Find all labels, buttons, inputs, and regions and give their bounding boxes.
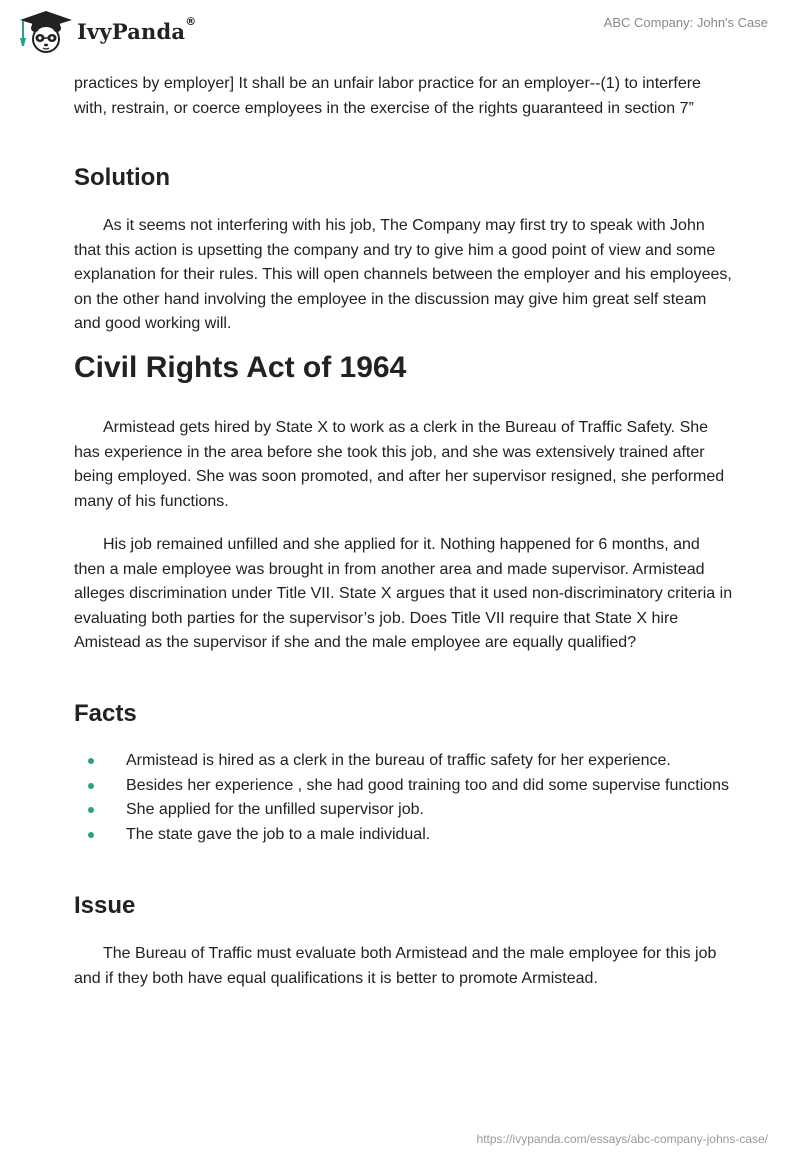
bullet-icon [88, 758, 94, 764]
registered-mark: ® [185, 14, 197, 28]
bullet-icon [88, 807, 94, 813]
solution-paragraph: As it seems not interfering with his job, The Company may first try to speak with John that this action is upsetting the company and try to give him a good point of view and some explanation for their rules. This will open channels between the employer and his employees, on the other hand involving the employee in the discussion may give him great self steam and good working will. [74, 217, 732, 333]
section-heading-solution: Solution [74, 164, 170, 191]
panda-graduate-icon [14, 8, 72, 54]
page-header [0, 0, 800, 60]
document-title: ABC Company: John's Case [603, 15, 768, 30]
issue-paragraph: The Bureau of Traffic must evaluate both Armistead and the male employee for this job and if they both have equal qualifications it is better to promote Armistead. [74, 945, 717, 987]
civil-rights-paragraph-2: His job remained unfilled and she applied for it. Nothing happened for 6 months, and then a male employee was brought in from another area and made supervisor. Armistead alleges discrimination under Title VII. State X argues that it used non-discriminatory criteria in evaluating both parties for the supervisor’s job. Does Title VII require that State X hire Amistead as the supervisor if she and the male employee are equally qualified? [74, 536, 733, 652]
section-heading-facts: Facts [74, 700, 137, 727]
list-item: Besides her experience , she had good training too and did some supervise functions [74, 774, 734, 799]
source-url-link[interactable]: https://ivypanda.com/essays/abc-company-johns-case/ [476, 1132, 768, 1146]
intro-paragraph: practices by employer] It shall be an unfair labor practice for an employer--(1) to interfere with, restrain, or coerce employees in the exercise of the rights guaranteed in section 7” [74, 75, 701, 117]
section-heading-issue: Issue [74, 892, 136, 919]
bullet-icon [88, 832, 94, 838]
list-item: The state gave the job to a male individual. [74, 823, 734, 848]
list-item: She applied for the unfilled supervisor job. [74, 798, 734, 823]
civil-rights-paragraph-1: Armistead gets hired by State X to work as a clerk in the Bureau of Traffic Safety. She has experience in the area before she took this job, and she was extensively trained after being employed. She was soon promoted, and after her supervisor resigned, she performed many of his functions. [74, 419, 725, 510]
bullet-icon [88, 783, 94, 789]
list-item: Armistead is hired as a clerk in the bureau of traffic safety for her experience. [74, 749, 734, 774]
brand-name: IvyPanda® [77, 14, 197, 44]
section-heading-civil-rights: Civil Rights Act of 1964 [74, 351, 407, 384]
brand-logo[interactable] [14, 8, 196, 54]
facts-list [74, 749, 734, 847]
